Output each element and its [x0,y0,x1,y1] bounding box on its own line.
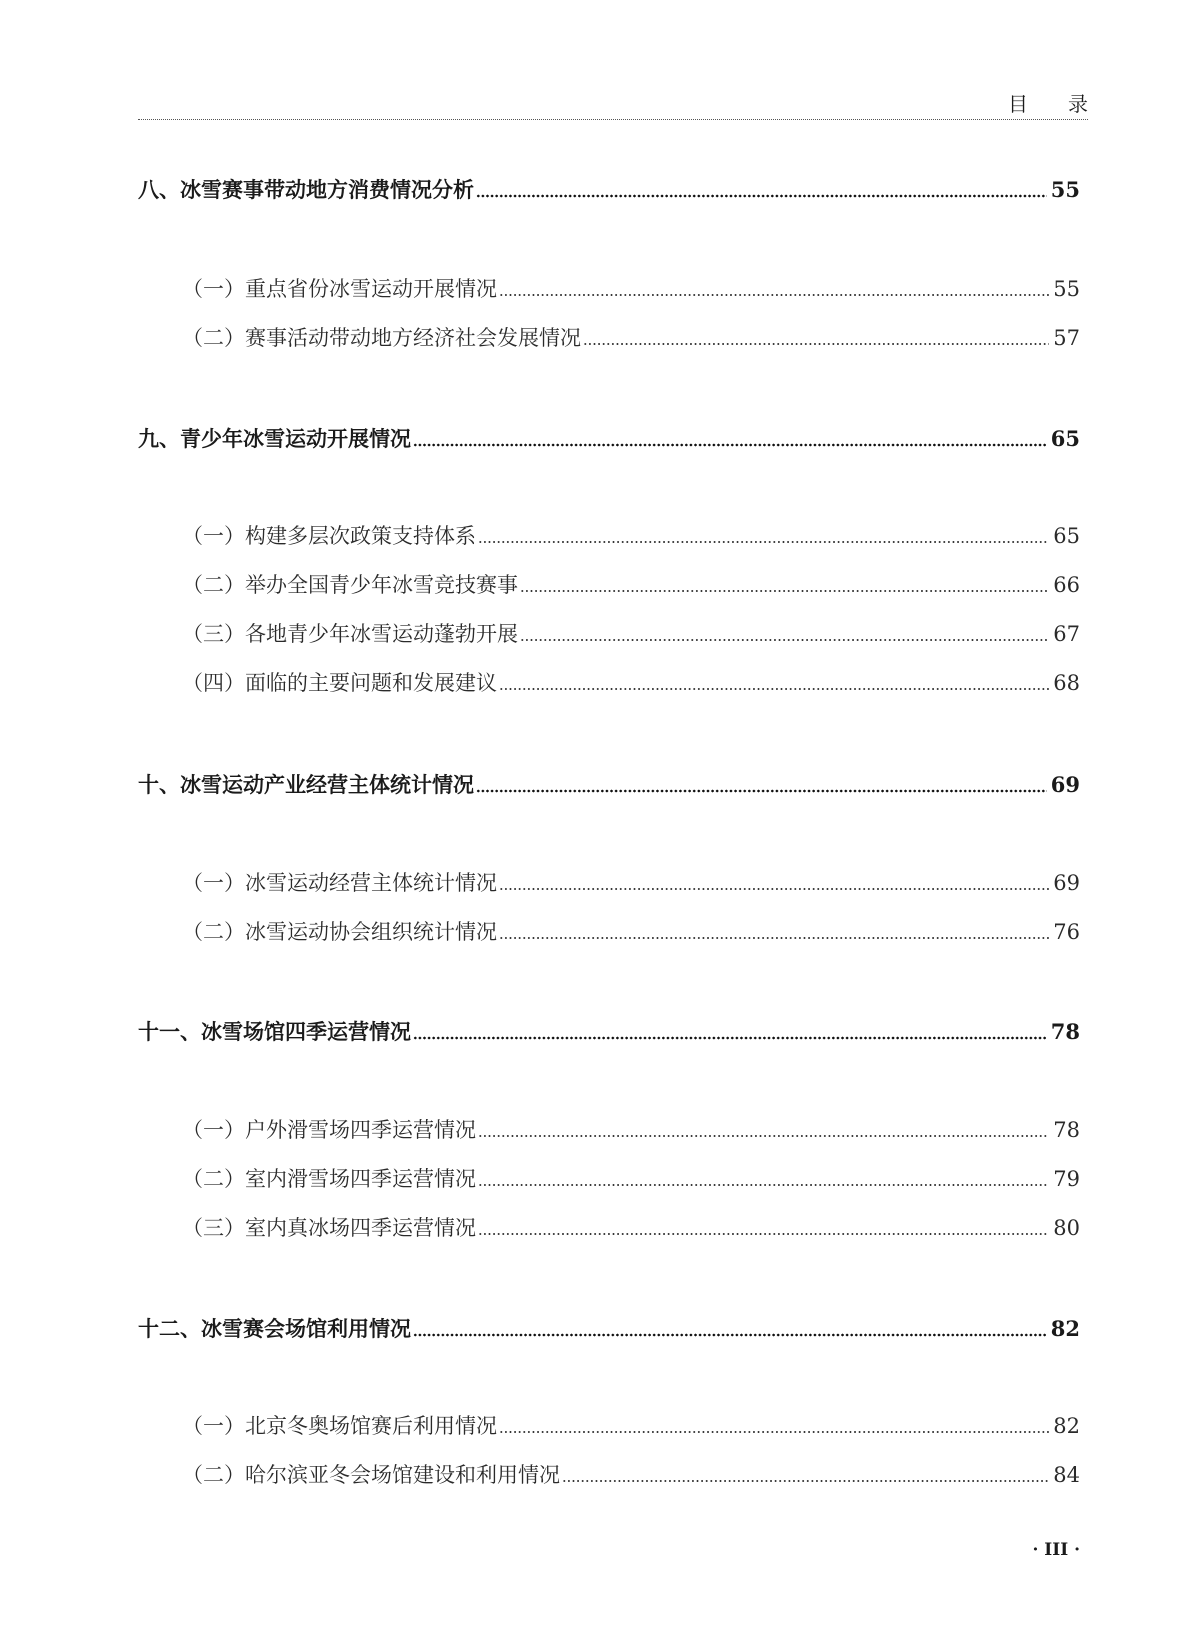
toc-section-9-2[interactable] [0,570,1200,600]
toc-page-number: 78 [1050,1019,1080,1044]
dot-leader [478,539,1049,545]
dot-leader [499,686,1049,692]
toc-page-number: 55 [1053,277,1080,301]
toc-page-number: 67 [1053,622,1080,646]
toc-page-number: 55 [1050,177,1080,202]
dot-leader [520,588,1049,594]
toc-section-label: （四）面临的主要问题和发展建议 [182,671,497,695]
toc-section-label: （一）重点省份冰雪运动开展情况 [182,277,497,301]
dot-leader [478,1231,1049,1237]
dot-leader [478,1182,1049,1188]
toc-chapter-label: 十二、冰雪赛会场馆利用情况 [138,1317,411,1341]
dot-leader [583,341,1049,347]
toc-section-10-1[interactable] [0,868,1200,898]
toc-chapter-8[interactable] [0,175,1200,205]
dot-leader [476,193,1047,199]
toc-page-number: 82 [1050,1316,1080,1341]
dot-leader [520,637,1049,643]
dot-leader [499,886,1049,892]
toc-page-number: 76 [1053,920,1080,944]
dot-leader [499,1429,1049,1435]
header-divider [138,119,1088,120]
toc-section-label: （二）赛事活动带动地方经济社会发展情况 [182,326,581,350]
toc-chapter-12[interactable] [0,1314,1200,1344]
toc-page-number: 69 [1053,871,1080,895]
toc-chapter-10[interactable] [0,770,1200,800]
dot-leader [413,442,1047,448]
dot-leader [562,1478,1049,1484]
toc-section-label: （二）哈尔滨亚冬会场馆建设和利用情况 [182,1463,560,1487]
toc-page-number: 82 [1053,1414,1080,1438]
dot-leader [413,1332,1047,1338]
toc-section-label: （二）举办全国青少年冰雪竞技赛事 [182,573,518,597]
toc-page-number: 66 [1053,573,1080,597]
toc-page-number: 79 [1053,1167,1080,1191]
toc-page-number: 68 [1053,671,1080,695]
toc-section-label: （三）室内真冰场四季运营情况 [182,1216,476,1240]
toc-chapter-label: 十一、冰雪场馆四季运营情况 [138,1020,411,1044]
toc-section-11-2[interactable] [0,1164,1200,1194]
dot-leader [499,292,1049,298]
toc-page-number: 84 [1053,1463,1080,1487]
dot-leader [413,1035,1047,1041]
toc-chapter-11[interactable] [0,1017,1200,1047]
toc-section-9-3[interactable] [0,619,1200,649]
toc-section-12-1[interactable] [0,1411,1200,1441]
dot-leader [499,935,1049,941]
toc-section-label: （一）北京冬奥场馆赛后利用情况 [182,1414,497,1438]
toc-page-number: 78 [1053,1118,1080,1142]
toc-section-9-4[interactable] [0,668,1200,698]
toc-page-number: 65 [1050,426,1080,451]
toc-section-10-2[interactable] [0,917,1200,947]
toc-page-number: 69 [1050,772,1080,797]
toc-section-label: （三）各地青少年冰雪运动蓬勃开展 [182,622,518,646]
toc-section-8-1[interactable] [0,274,1200,304]
toc-chapter-label: 十、冰雪运动产业经营主体统计情况 [138,773,474,797]
toc-section-label: （二）冰雪运动协会组织统计情况 [182,920,497,944]
toc-section-12-2[interactable] [0,1460,1200,1490]
toc-section-8-2[interactable] [0,323,1200,353]
toc-page-number: 57 [1053,326,1080,350]
toc-chapter-label: 九、青少年冰雪运动开展情况 [138,427,411,451]
footer-page-number: · III · [1032,1540,1080,1560]
page-header-title: 目 录 [1008,92,1088,116]
toc-section-11-3[interactable] [0,1213,1200,1243]
toc-section-label: （一）构建多层次政策支持体系 [182,524,476,548]
dot-leader [476,788,1047,794]
toc-page-number: 80 [1053,1216,1080,1240]
toc-page-number: 65 [1053,524,1080,548]
toc-chapter-9[interactable] [0,424,1200,454]
toc-section-label: （一）冰雪运动经营主体统计情况 [182,871,497,895]
toc-chapter-label: 八、冰雪赛事带动地方消费情况分析 [138,178,474,202]
toc-section-11-1[interactable] [0,1115,1200,1145]
toc-section-label: （一）户外滑雪场四季运营情况 [182,1118,476,1142]
dot-leader [478,1133,1049,1139]
toc-section-label: （二）室内滑雪场四季运营情况 [182,1167,476,1191]
toc-section-9-1[interactable] [0,521,1200,551]
